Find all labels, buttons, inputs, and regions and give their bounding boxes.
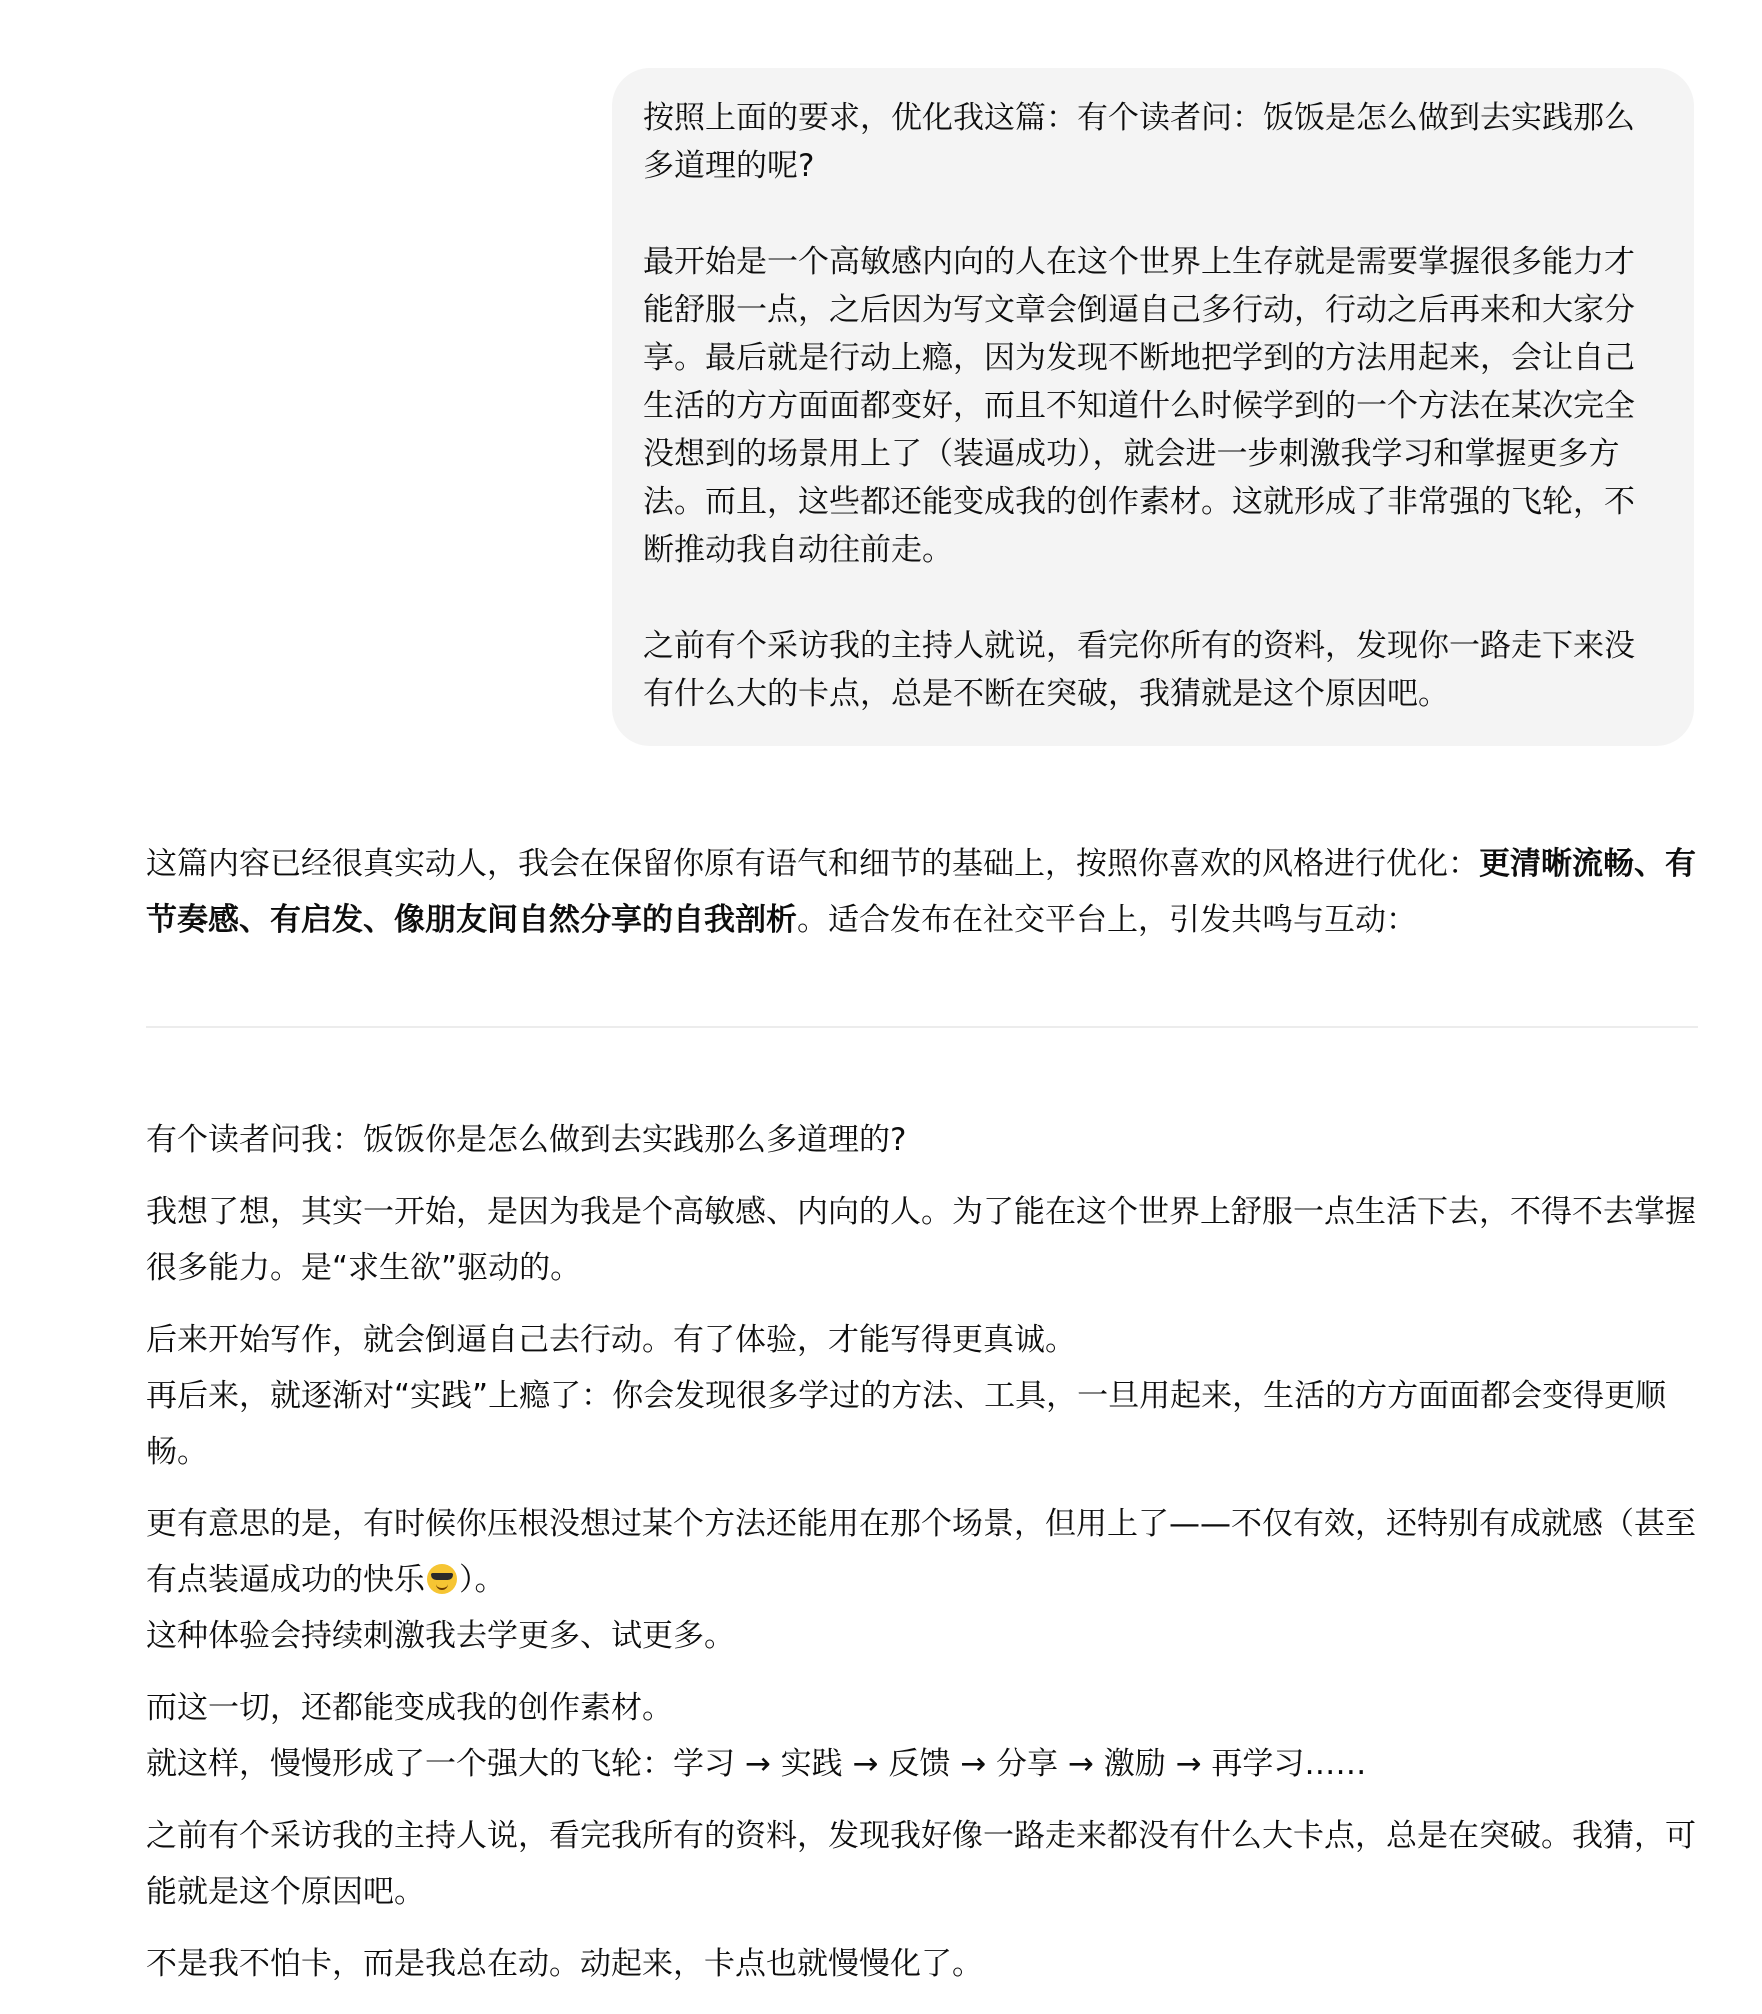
assistant-intro (146, 836, 1698, 948)
article-paragraph: 不是我不怕卡，而是我总在动。动起来，卡点也就慢慢化了。 (146, 1946, 983, 1982)
intro-bold-text: 更清晰流畅、有节奏感、有启发、像朋友间自然分享的自我剖析 (146, 846, 1696, 938)
article-line: 再后来，就逐渐对“实践”上瘾了：你会发现很多学过的方法、工具，一旦用起来，生活的方方面面都会变得更顺畅。 (146, 1378, 1667, 1470)
article-paragraph: 之前有个采访我的主持人说，看完我所有的资料，发现我好像一路走来都没有什么大卡点，总是在突破。我猜，可能就是这个原因吧。 (146, 1818, 1696, 1910)
article-paragraph (146, 1496, 1698, 1664)
article-line: 而这一切，还都能变成我的创作素材。 (146, 1690, 673, 1726)
user-message-paragraph: 最开始是一个高敏感内向的人在这个世界上生存就是需要掌握很多能力才能舒服一点，之后因为写文章会倒逼自己多行动，行动之后再来和大家分享。最后就是行动上瘾，因为发现不断地把学到的方法用起来，会让自己生活的方方面面都变好，而且不知道什么时候学到的一个方法在某次完全没想到的场景用上了（装逼成功），就会进一步刺激我学习和掌握更多方法。而且，这些都还能变成我的创作素材。这就形成了非常强的飞轮，不断推动我自动往前走。 (643, 244, 1635, 568)
user-message-paragraph: 按照上面的要求，优化我这篇：有个读者问：饭饭是怎么做到去实践那么多道理的呢? (643, 100, 1635, 184)
intro-text-end: 。适合发布在社交平台上，引发共鸣与互动： (797, 902, 1417, 938)
assistant-message (146, 836, 1698, 948)
article-paragraph (146, 1680, 1698, 1792)
article-paragraph: 有个读者问我：饭饭你是怎么做到去实践那么多道理的? (146, 1122, 907, 1158)
article-line: 就这样，慢慢形成了一个强大的飞轮：学习 → 实践 → 反馈 → 分享 → 激励 → 再学习…… (146, 1746, 1367, 1782)
user-message-paragraph: 之前有个采访我的主持人就说，看完你所有的资料，发现你一路走下来没有什么大的卡点，总是不断在突破，我猜就是这个原因吧。 (643, 628, 1635, 712)
optimized-article (146, 1112, 1698, 2008)
article-text: ）。 (459, 1562, 506, 1598)
article-text: 更有意思的是，有时候你压根没想过某个方法还能用在那个场景，但用上了——不仅有效，还特别有成就感（甚至有点装逼成功的快乐 (146, 1506, 1696, 1598)
article-line (146, 1496, 1698, 1608)
article-paragraph (146, 1312, 1698, 1480)
sunglasses-emoji-icon (427, 1564, 457, 1594)
article-line: 这种体验会持续刺激我去学更多、试更多。 (146, 1618, 735, 1654)
article-line: 后来开始写作，就会倒逼自己去行动。有了体验，才能写得更真诚。 (146, 1322, 1076, 1358)
divider (146, 1026, 1698, 1028)
article-paragraph: 我想了想，其实一开始，是因为我是个高敏感、内向的人。为了能在这个世界上舒服一点生活下去，不得不去掌握很多能力。是“求生欲”驱动的。 (146, 1194, 1696, 1286)
user-message-bubble (612, 68, 1694, 746)
intro-text: 这篇内容已经很真实动人，我会在保留你原有语气和细节的基础上，按照你喜欢的风格进行优化： (146, 846, 1479, 882)
